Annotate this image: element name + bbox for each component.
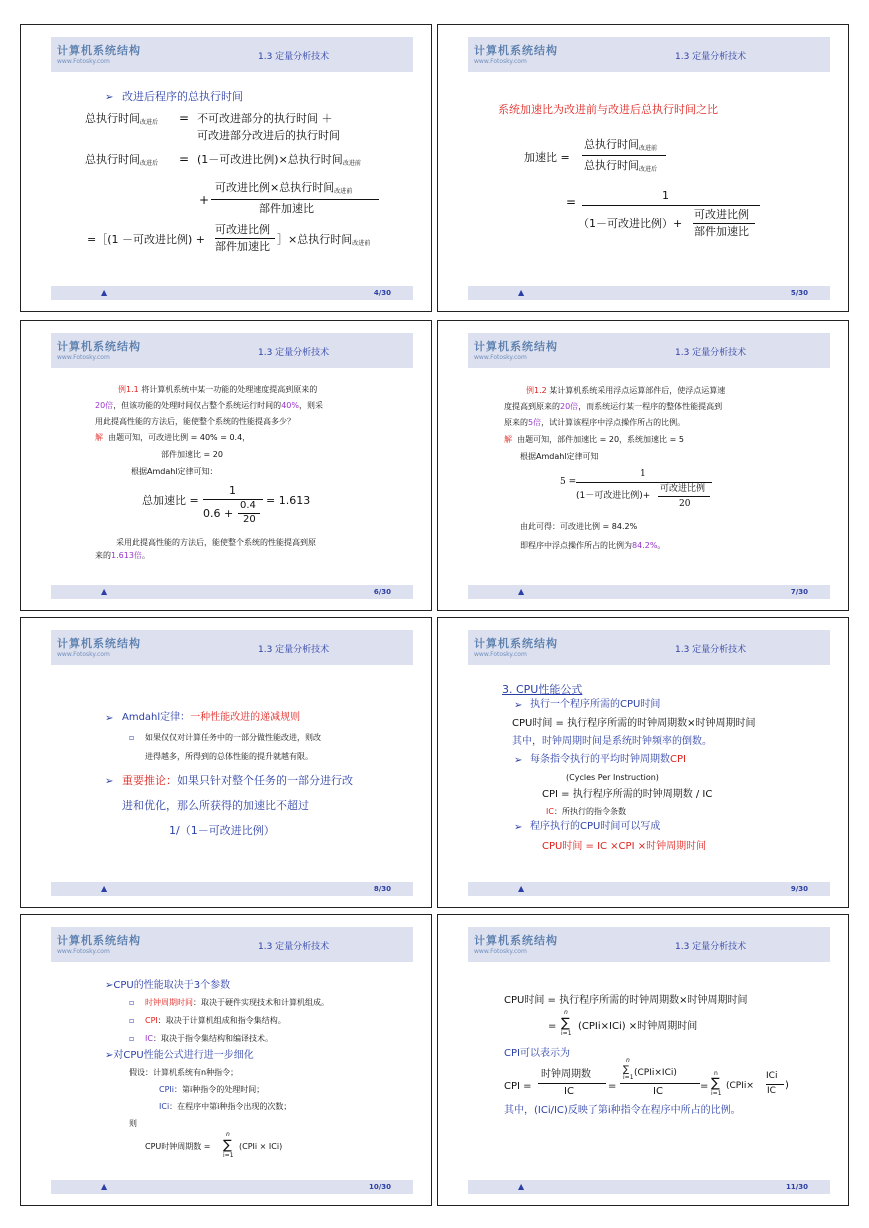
- example-line2: 度提高到原来的20倍，而系统运行某一程序的整体性能提高到: [504, 402, 723, 411]
- cpi-eq3: =: [700, 1081, 709, 1092]
- conclusion-line1: 采用此提高性能的方法后，能使整个系统的性能提高到原: [116, 538, 316, 547]
- header-logo: 计算机系统结构: [57, 44, 141, 57]
- bullet-arrow: ➢: [514, 822, 523, 833]
- page-number: 5/30: [790, 289, 808, 297]
- header-logo: 计算机系统结构: [474, 637, 558, 650]
- fraction-bar: [211, 199, 379, 200]
- result-line2: 即程序中浮点操作所占的比例为84.2%。: [520, 541, 666, 550]
- corollary-line1: 重要推论：如果只针对整个任务的一部分进行改: [122, 774, 353, 787]
- cpi-eq-label: CPI =: [504, 1081, 532, 1092]
- formula-line1-rhs2: 可改进部分改进后的执行时间: [197, 129, 340, 142]
- slide-6: [20, 320, 432, 611]
- sum-lower: i=1: [223, 1152, 234, 1159]
- header-site: www.Fotosky.com: [57, 354, 110, 361]
- slide-4: [20, 24, 432, 312]
- section-title: 1.3 定量分析技术: [675, 52, 747, 62]
- slide-header: [468, 927, 830, 962]
- section-title: 1.3 定量分析技术: [675, 942, 747, 952]
- example-line3: 用此提高性能的方法后，能使整个系统的性能提高多少？: [95, 417, 295, 426]
- page-number: 4/30: [373, 289, 391, 297]
- slide-footer: [51, 286, 413, 300]
- sum-lower: i=1: [623, 1074, 634, 1081]
- slide-header: [468, 333, 830, 368]
- line-clock-period: 其中，时钟周期时间是系统时钟频率的倒数。: [512, 736, 712, 747]
- cpu-time-sum-body: (CPIi×ICi) ×时钟周期时间: [578, 1021, 698, 1032]
- formula-inner-den: 20: [243, 514, 256, 525]
- slide-header: [468, 630, 830, 665]
- square-bullet: ▫: [129, 733, 135, 742]
- slide-header: [468, 37, 830, 72]
- cpu-params-heading: ➢CPU的性能取决于3个参数: [105, 980, 231, 991]
- fraction-bar: [693, 223, 755, 224]
- slide4-heading: 改进后程序的总执行时间: [122, 90, 243, 103]
- cpi-expr3-a: (CPIi×: [726, 1081, 754, 1091]
- sum-upper: n: [714, 1070, 718, 1077]
- header-site: www.Fotosky.com: [57, 58, 110, 65]
- formula-inner-num: 0.4: [240, 500, 256, 511]
- cpi-frac1-den: IC: [564, 1086, 574, 1097]
- slide-5: [437, 24, 849, 312]
- slide-footer: [468, 1180, 830, 1194]
- solution-line2: 部件加速比 = 20: [161, 450, 223, 459]
- inner-denominator: 部件加速比: [694, 225, 749, 238]
- square-bullet: ▫: [129, 1016, 135, 1025]
- nav-up-icon[interactable]: ▲: [101, 587, 108, 596]
- equals: =: [179, 152, 190, 166]
- ic-i-line: ICi：在程序中第i种指令出现的次数；: [159, 1102, 292, 1111]
- refine-heading: ➢对CPU性能公式进行进一步细化: [105, 1050, 254, 1061]
- result-line1: 由此可得：可改进比例 = 84.2%: [520, 522, 638, 531]
- fraction-numerator: 可改进比例×总执行时间$_{改进前}$: [215, 181, 353, 195]
- sum-sign: ∑: [223, 1138, 232, 1153]
- fraction-bar: [658, 496, 710, 497]
- slide-8: [20, 617, 432, 908]
- line-cpu-time-written: 程序执行的CPU时间可以写成: [530, 821, 661, 832]
- nav-up-icon[interactable]: ▲: [518, 587, 525, 596]
- fraction-bar: [582, 155, 666, 156]
- header-site: www.Fotosky.com: [474, 354, 527, 361]
- bullet-arrow: ➢: [105, 92, 114, 103]
- cpi-expr-heading: CPI可以表示为: [504, 1048, 570, 1059]
- formula-label: 5 =: [560, 477, 577, 487]
- then-line: 则: [129, 1119, 137, 1128]
- slide-footer: [51, 882, 413, 896]
- section-title: 1.3 定量分析技术: [258, 52, 330, 62]
- param-clock: 时钟周期时间：取决于硬件实现技术和计算机组成。: [145, 998, 329, 1007]
- slide-header: [51, 37, 413, 72]
- fraction-bar: [576, 482, 712, 483]
- formula-line2-lhs: 总执行时间$_{改进后}$: [85, 153, 159, 167]
- nav-up-icon[interactable]: ▲: [518, 288, 525, 297]
- slide-footer: [468, 585, 830, 599]
- sum-sign: ∑: [561, 1016, 570, 1031]
- formula-line4-num: 可改进比例: [215, 223, 270, 236]
- formula-result: = 1.613: [266, 494, 311, 507]
- solution-line1: 解 由题可知，可改进比例 = 40% = 0.4，: [95, 433, 251, 442]
- cpi-frac2-num: (CPIi×ICi): [634, 1068, 677, 1078]
- header-logo: 计算机系统结构: [474, 340, 558, 353]
- header-logo: 计算机系统结构: [474, 44, 558, 57]
- slide-7: [437, 320, 849, 611]
- formula-numerator: 1: [229, 484, 236, 497]
- page-number: 9/30: [790, 885, 808, 893]
- conclusion-line2: 来的1.613倍。: [95, 551, 150, 560]
- header-site: www.Fotosky.com: [474, 948, 527, 955]
- formula-den-a: 0.6 +: [203, 507, 234, 520]
- amdahl-law-line: Amdahl定律：一种性能改进的递减规则: [122, 712, 301, 723]
- section-title: 1.3 定量分析技术: [675, 645, 747, 655]
- section-title: 1.3 定量分析技术: [258, 645, 330, 655]
- sum-lower: i=1: [561, 1030, 572, 1037]
- line-cpu-time-def: CPU时间 = 执行程序所需的时钟周期数×时钟周期时间: [512, 718, 756, 729]
- amdahl-detail-1: 如果仅仅对计算任务中的一部分做性能改进，则改: [145, 733, 321, 742]
- square-bullet: ▫: [129, 998, 135, 1007]
- denominator-a: （1－可改进比例）+: [578, 217, 683, 230]
- example-line1: 例1.1 将计算机系统中某一功能的处理速度提高到原来的: [118, 385, 318, 394]
- slide-footer: [468, 882, 830, 896]
- header-site: www.Fotosky.com: [57, 651, 110, 658]
- header-logo: 计算机系统结构: [57, 637, 141, 650]
- cycles-formula-body: (CPIi × ICi): [239, 1142, 283, 1151]
- section-title: 1.3 定量分析技术: [258, 348, 330, 358]
- header-logo: 计算机系统结构: [474, 934, 558, 947]
- formula-line1-lhs: 总执行时间$_{改进后}$: [85, 112, 159, 126]
- page-number: 7/30: [790, 588, 808, 596]
- solution-line1: 解 由题可知，部件加速比 = 20，系统加速比 = 5: [504, 435, 684, 444]
- cpi-frac1-num: 时钟周期数: [541, 1069, 591, 1080]
- bullet-arrow: ➢: [514, 700, 523, 711]
- header-site: www.Fotosky.com: [474, 58, 527, 65]
- sum-upper: n: [564, 1009, 568, 1016]
- section-title: 1.3 定量分析技术: [258, 942, 330, 952]
- amdahl-detail-2: 进得越多，所得到的总体性能的提升就越有限。: [145, 752, 313, 761]
- line-cpi-expansion: (Cycles Per Instruction): [566, 773, 659, 782]
- example-line2: 20倍，但该功能的处理时间仅占整个系统运行时间的40%，则采: [95, 401, 323, 410]
- bullet-arrow: ➢: [105, 713, 114, 724]
- cpu-formula-heading: 3. CPU性能公式: [502, 683, 583, 696]
- line-ic-def: IC：所执行的指令条数: [546, 807, 626, 816]
- formula-line4-a: =［(1 －可改进比例) +: [87, 233, 206, 246]
- sum-sign: ∑: [623, 1065, 630, 1075]
- formula-inner-num: 可改进比例: [660, 484, 706, 494]
- page-number: 11/30: [785, 1183, 808, 1191]
- formula-inner-den: 20: [679, 499, 691, 509]
- param-cpi: CPI：取决于计算机组成和指令集结构。: [145, 1016, 286, 1025]
- cpi-expr3-close: ): [785, 1080, 789, 1091]
- speedup-numerator: 总执行时间$_{改进前}$: [584, 138, 658, 152]
- fraction-bar: [538, 1083, 606, 1084]
- fraction-bar: [620, 1083, 700, 1084]
- corollary-line2: 进和优化，那么所获得的加速比不超过: [122, 799, 309, 812]
- page-number: 6/30: [373, 588, 391, 596]
- slide-10: [20, 914, 432, 1206]
- slide-header: [51, 333, 413, 368]
- section-title: 1.3 定量分析技术: [675, 348, 747, 358]
- speedup-label: 加速比 =: [524, 151, 570, 164]
- assume-line: 假设：计算机系统有n种指令；: [129, 1068, 239, 1077]
- speedup-denominator: 总执行时间$_{改进后}$: [584, 159, 658, 173]
- line-cpi-heading: 每条指令执行的平均时钟周期数CPI: [530, 754, 686, 765]
- sum-upper: n: [226, 1131, 230, 1138]
- sum-sign: ∑: [711, 1076, 720, 1091]
- equals: =: [566, 195, 577, 209]
- cycles-formula-label: CPU时钟周期数 =: [145, 1142, 211, 1151]
- cpu-time-line: CPU时间 = 执行程序所需的时钟周期数×时钟周期时间: [504, 995, 748, 1006]
- formula-line2-rhs: (1－可改进比例)×总执行时间$_{改进前}$: [197, 153, 361, 167]
- formula-den-a: (1－可改进比例)+: [576, 491, 651, 501]
- formula-line1-rhs: 不可改进部分的执行时间 ＋: [197, 112, 333, 125]
- header-logo: 计算机系统结构: [57, 934, 141, 947]
- cpu-time-sum-eq: =: [548, 1021, 557, 1032]
- slide-footer: [468, 286, 830, 300]
- page-number: 10/30: [368, 1183, 391, 1191]
- example-line3: 原来的5倍，试计算该程序中浮点操作所占的比例。: [504, 418, 686, 427]
- slide5-title: 系统加速比为改进前与改进后总执行时间之比: [498, 103, 718, 116]
- example-line1: 例1.2 某计算机系统采用浮点运算部件后，使浮点运算速: [526, 386, 726, 395]
- plus-sign: +: [199, 193, 210, 207]
- formula-line4-den: 部件加速比: [215, 240, 270, 253]
- line-cpi-def: CPI = 执行程序所需的时钟周期数 / IC: [542, 789, 713, 800]
- header-site: www.Fotosky.com: [474, 651, 527, 658]
- inner-numerator: 可改进比例: [694, 208, 749, 221]
- square-bullet: ▫: [129, 1034, 135, 1043]
- fraction-denominator: 部件加速比: [259, 202, 314, 215]
- fraction-bar: [766, 1084, 784, 1085]
- page-number: 8/30: [373, 885, 391, 893]
- corollary-bound: 1/（1－可改进比例）: [169, 824, 275, 837]
- formula-label: 总加速比 =: [142, 494, 199, 507]
- line-cpu-time-formula: CPU时间 = IC ×CPI ×时钟周期时间: [542, 841, 707, 852]
- ic-ratio-note: 其中，(ICi/IC)反映了第i种指令在程序中所占的比例。: [504, 1105, 741, 1116]
- numerator-one: 1: [662, 189, 669, 202]
- nav-up-icon[interactable]: ▲: [101, 288, 108, 297]
- slide-11: [437, 914, 849, 1206]
- header-site: www.Fotosky.com: [57, 948, 110, 955]
- slide-footer: [51, 1180, 413, 1194]
- nav-up-icon[interactable]: ▲: [518, 884, 525, 893]
- solution-line3: 根据Amdahl定律可知：: [131, 467, 218, 476]
- equals: =: [179, 111, 190, 125]
- nav-up-icon[interactable]: ▲: [101, 884, 108, 893]
- formula-line4-b: ］×总执行时间$_{改进前}$: [277, 233, 371, 247]
- formula-numerator: 1: [640, 469, 646, 479]
- line-cpu-time-heading: 执行一个程序所需的CPU时间: [530, 699, 661, 710]
- bullet-arrow: ➢: [514, 755, 523, 766]
- sum-lower: i=1: [711, 1090, 722, 1097]
- cpi-frac2-den: IC: [653, 1086, 663, 1097]
- cpi-inner-den: IC: [767, 1086, 776, 1096]
- nav-up-icon[interactable]: ▲: [101, 1182, 108, 1191]
- fraction-bar: [582, 205, 760, 206]
- cpi-inner-num: ICi: [766, 1071, 778, 1081]
- header-logo: 计算机系统结构: [57, 340, 141, 353]
- slide-header: [51, 927, 413, 962]
- param-ic: IC：取决于指令集结构和编译技术。: [145, 1034, 273, 1043]
- fraction-bar: [215, 238, 275, 239]
- slide-header: [51, 630, 413, 665]
- slide-9: [437, 617, 849, 908]
- cpi-eq2: =: [608, 1081, 617, 1092]
- sum-upper: n: [626, 1057, 630, 1064]
- solution-line2: 根据Amdahl定律可知: [520, 452, 599, 461]
- cpi-i-line: CPIi：第i种指令的处理时间；: [159, 1085, 265, 1094]
- bullet-arrow: ➢: [105, 776, 114, 787]
- nav-up-icon[interactable]: ▲: [518, 1182, 525, 1191]
- slide-footer: [51, 585, 413, 599]
